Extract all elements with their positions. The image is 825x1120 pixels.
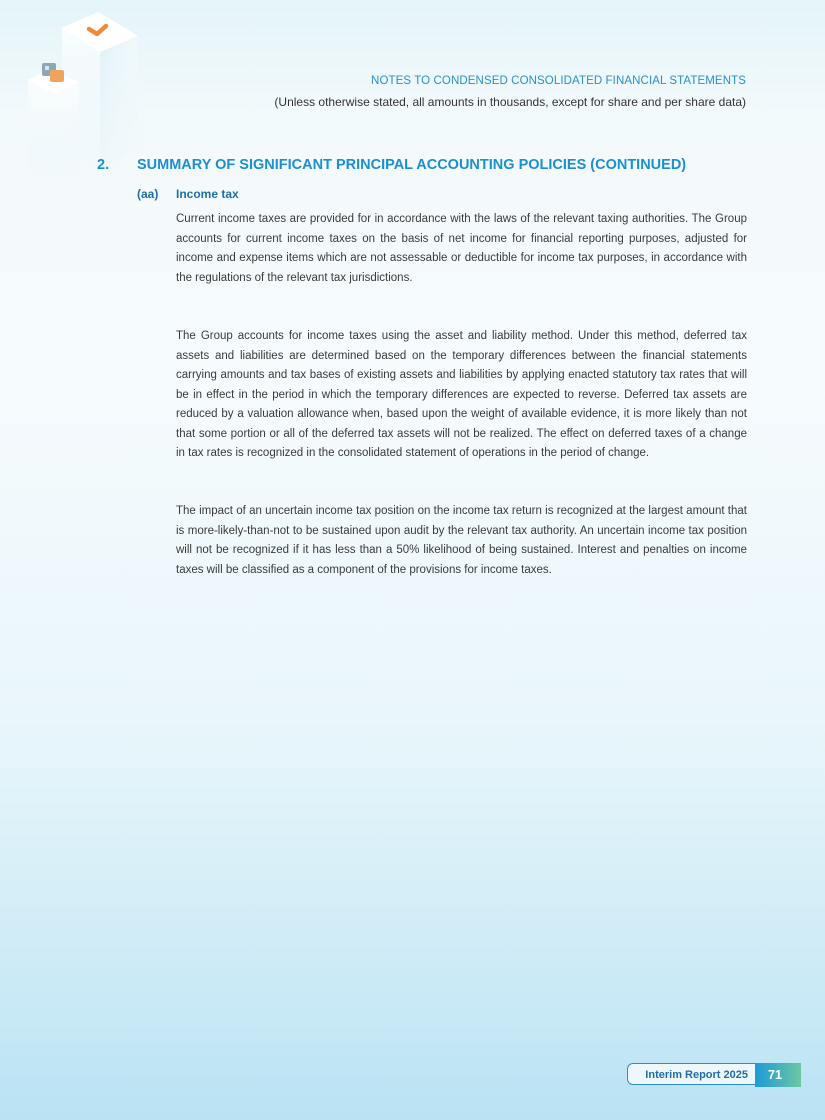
running-header-title: NOTES TO CONDENSED CONSOLIDATED FINANCIAL STATEMENTS	[371, 75, 746, 87]
report-label: Interim Report 2025	[627, 1063, 755, 1085]
paragraph-current-income-taxes: Current income taxes are provided for in accordance with the laws of the relevant taxing authorities. The Group accounts for current income taxes on the basis of net income for financial reporting purposes, adjusted for income and expense items which are not assessable or deductible for income tax purposes, in accordance with the regulations of the relevant tax jurisdictions.	[176, 213, 747, 284]
section-number: 2.	[97, 157, 110, 173]
subsection-title: Income tax	[176, 187, 239, 201]
decorative-cubes-graphic	[0, 0, 170, 180]
subsection-number: (aa)	[137, 187, 159, 201]
page-footer	[627, 1063, 801, 1087]
paragraph-uncertain-tax-position: The impact of an uncertain income tax position on the income tax return is recognized at the largest amount that is more-likely-than-not to be sustained upon audit by the relevant tax authority. An uncertain income tax position will not be recognized if it has less than a 50% likelihood of being sustained. Interest and penalties on income taxes will be classified as a component of the provisions for income taxes.	[176, 505, 747, 576]
paragraph-deferred-taxes: The Group accounts for income taxes using the asset and liability method. Under this method, deferred tax assets and liabilities are determined based on the temporary differences between the financial statements carrying amounts and tax bases of existing assets and liabilities by applying enacted statutory tax rates that will be in effect in the period in which the temporary differences are expected to reverse. Deferred tax assets are reduced by a valuation allowance when, based upon the weight of available evidence, it is more likely than not that some portion or all of the deferred tax assets will not be realized. The effect on deferred taxes of a change in tax rates is recognized in the consolidated statement of operations in the period of change.	[176, 330, 747, 459]
running-header-subtitle: (Unless otherwise stated, all amounts in thousands, except for share and per share data)	[274, 95, 746, 109]
page-number: 71	[755, 1063, 801, 1087]
section-title: SUMMARY OF SIGNIFICANT PRINCIPAL ACCOUNTING POLICIES (CONTINUED)	[137, 157, 687, 173]
